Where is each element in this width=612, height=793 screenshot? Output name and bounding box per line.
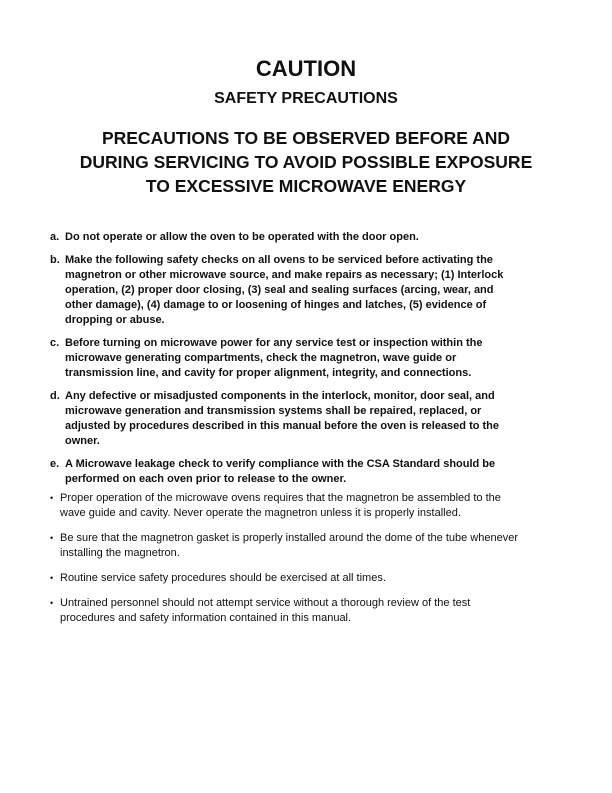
item-text-line: other damage), (4) damage to or loosening of hinges and latches, (5) evidence of (65, 299, 487, 311)
bullet-icon: • (50, 493, 54, 503)
safety-bullet-item (50, 531, 575, 561)
item-text-line: A Microwave leakage check to verify compliance with the CSA Standard should be (65, 458, 496, 470)
item-marker: d. (50, 390, 60, 402)
main-heading-line: DURING SERVICING TO AVOID POSSIBLE EXPOSURE (79, 152, 533, 172)
bullet-text-line: installing the magnetron. (60, 547, 180, 559)
main-heading-line: TO EXCESSIVE MICROWAVE ENERGY (145, 176, 467, 196)
item-text-line: magnetron or other microwave source, and make repairs as necessary; (1) Interlock (65, 269, 504, 281)
precautions-list (50, 230, 575, 626)
item-text-line: owner. (65, 435, 100, 447)
item-text-line: dropping or abuse. (65, 314, 165, 326)
item-marker: c. (50, 337, 60, 349)
bullet-text-line: Proper operation of the microwave ovens requires that the magnetron be assembled to the (60, 492, 501, 504)
bullet-text-line: wave guide and cavity. Never operate the magnetron unless it is properly installed. (60, 507, 461, 519)
bullet-text-line: Routine service safety procedures should be exercised at all times. (60, 572, 386, 584)
precaution-item-a (50, 230, 575, 245)
item-text-line: microwave generation and transmission systems shall be repaired, replaced, or (65, 405, 482, 417)
precaution-item-b (50, 253, 575, 328)
item-text-line: Before turning on microwave power for any service test or inspection within the (65, 337, 483, 349)
item-text-line: adjusted by procedures described in this manual before the oven is released to the (65, 420, 500, 432)
precaution-item-e (50, 457, 575, 487)
bullet-text-line: Be sure that the magnetron gasket is properly installed around the dome of the tube whenever (60, 532, 519, 544)
safety-bullet-item (50, 491, 575, 521)
caution-title: CAUTION (255, 56, 357, 81)
safety-precautions-title: SAFETY PRECAUTIONS (214, 90, 398, 107)
safety-bullet-item (50, 596, 575, 626)
item-marker: b. (50, 254, 60, 266)
item-marker: e. (50, 458, 60, 470)
item-text-line: Make the following safety checks on all ovens to be serviced before activating the (65, 254, 493, 266)
precaution-item-c (50, 336, 575, 381)
item-text-line: operation, (2) proper door closing, (3) seal and sealing surfaces (arcing, wear, and (65, 284, 494, 296)
bullet-icon: • (50, 533, 54, 543)
bullet-icon: • (50, 598, 54, 608)
item-text-line: Do not operate or allow the oven to be operated with the door open. (65, 231, 419, 243)
safety-bullet-item (50, 571, 575, 586)
main-heading (40, 126, 572, 198)
bullet-icon: • (50, 573, 54, 583)
item-text-line: performed on each oven prior to release to the owner. (65, 473, 347, 485)
precaution-item-d (50, 389, 575, 449)
bullet-text-line: procedures and safety information contained in this manual. (60, 612, 352, 624)
main-heading-line: PRECAUTIONS TO BE OBSERVED BEFORE AND (101, 128, 511, 148)
item-marker: a. (50, 231, 60, 243)
bullet-text-line: Untrained personnel should not attempt service without a thorough review of the test (60, 597, 471, 609)
item-text-line: microwave generating compartments, check the magnetron, wave guide or (65, 352, 457, 364)
item-text-line: Any defective or misadjusted components in the interlock, monitor, door seal, and (65, 390, 495, 402)
item-text-line: transmission line, and cavity for proper alignment, integrity, and connections. (65, 367, 472, 379)
